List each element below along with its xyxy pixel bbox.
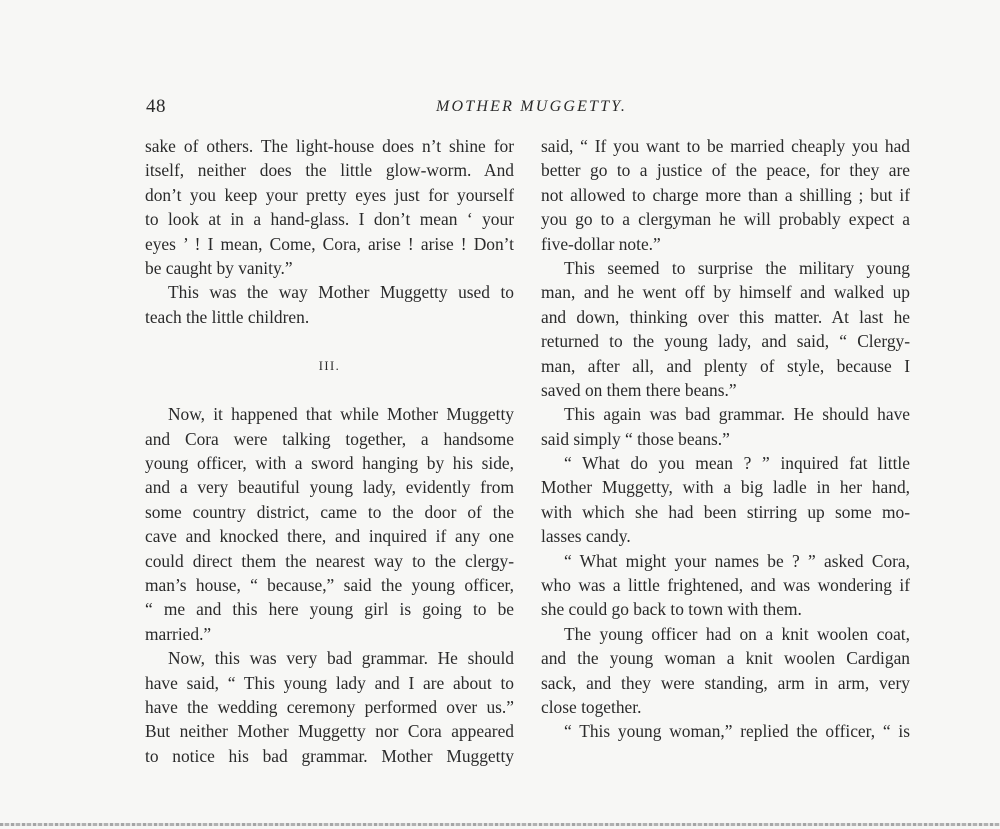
text-line: could direct them the nearest way to the clergy- xyxy=(145,550,514,571)
text-line: some country district, came to the door of the xyxy=(145,501,514,522)
text-line: and down, thinking over this matter. At last he xyxy=(541,306,910,327)
text-line: have said, “ This young lady and I are about to xyxy=(145,672,514,693)
text-line: better go to a justice of the peace, for they are xyxy=(541,160,910,181)
text-line: saved on them there beans.” xyxy=(541,379,737,400)
text-line: married.” xyxy=(145,623,212,644)
text-line: said, “ If you want to be married cheaply you had xyxy=(541,136,910,156)
text-line: you go to a clergyman he will probably expect a xyxy=(541,209,910,230)
text-line: who was a little frightened, and was wondering if xyxy=(541,575,910,596)
text-line: “ What do you mean ? ” inquired fat little xyxy=(564,453,910,474)
page-number: 48 xyxy=(146,96,166,117)
text-line: sake of others. The light-house does n’t shine for xyxy=(145,136,514,156)
text-line: eyes ’ ! I mean, Come, Cora, arise ! arise ! Don’t xyxy=(145,233,514,254)
text-line: said simply “ those beans.” xyxy=(541,428,730,449)
text-line xyxy=(145,378,514,402)
text-line: and a very beautiful young lady, evidently from xyxy=(145,477,514,498)
text-line xyxy=(145,329,514,353)
text-line: she could go back to town with them. xyxy=(541,599,802,620)
text-line: to notice his bad grammar. Mother Muggetty xyxy=(145,745,514,766)
text-line: returned to the young lady, and said, “ Clergy- xyxy=(541,331,910,352)
text-line: “ This young woman,” replied the officer, “ is xyxy=(564,721,910,742)
text-line: five-dollar note.” xyxy=(541,233,661,254)
section-heading: III. xyxy=(318,358,341,373)
text-line: This was the way Mother Muggetty used to xyxy=(168,282,514,303)
text-line: Mother Muggetty, with a big ladle in her hand, xyxy=(541,477,910,498)
text-line: and the young woman a knit woolen Cardigan xyxy=(541,648,910,669)
text-line: young officer, with a sword hanging by his side, xyxy=(145,453,514,474)
right-text-column xyxy=(541,134,910,744)
text-line: But neither Mother Muggetty nor Cora appeared xyxy=(145,721,514,742)
text-line: to look at in a hand-glass. I don’t mean ‘ your xyxy=(145,209,514,230)
running-head: MOTHER MUGGETTY. xyxy=(436,98,628,115)
text-line: cave and knocked there, and inquired if any one xyxy=(145,526,514,547)
text-line: “ What might your names be ? ” asked Cora, xyxy=(564,550,910,571)
text-line: The young officer had on a knit woolen coat, xyxy=(564,623,910,644)
text-line: have the wedding ceremony performed over us.” xyxy=(145,696,514,717)
text-line: man, and he went off by himself and walked up xyxy=(541,282,910,303)
text-line: don’t you keep your pretty eyes just for yourself xyxy=(145,184,514,205)
text-line: Now, it happened that while Mother Muggetty xyxy=(168,404,514,425)
text-line: close together. xyxy=(541,696,642,717)
text-line: itself, neither does the little glow-worm. And xyxy=(145,160,514,181)
text-line: “ me and this here young girl is going to be xyxy=(145,599,514,620)
text-line: not allowed to charge more than a shilling ; but if xyxy=(541,184,910,205)
text-line: and Cora were talking together, a handsome xyxy=(145,428,514,449)
text-line: lasses candy. xyxy=(541,526,631,547)
text-line: be caught by vanity.” xyxy=(145,257,293,278)
text-line: sack, and they were standing, arm in arm, very xyxy=(541,672,910,693)
page-bottom-edge xyxy=(0,823,1000,826)
left-text-column xyxy=(145,134,514,768)
text-line: with which she had been stirring up some mo- xyxy=(541,501,910,522)
text-line: man’s house, “ because,” said the young officer, xyxy=(145,575,514,596)
text-line: Now, this was very bad grammar. He should xyxy=(168,648,514,669)
text-line: man, after all, and plenty of style, because I xyxy=(541,355,910,376)
text-line: This again was bad grammar. He should have xyxy=(564,404,910,425)
text-line: This seemed to surprise the military young xyxy=(564,257,910,278)
text-line: teach the little children. xyxy=(145,306,310,327)
